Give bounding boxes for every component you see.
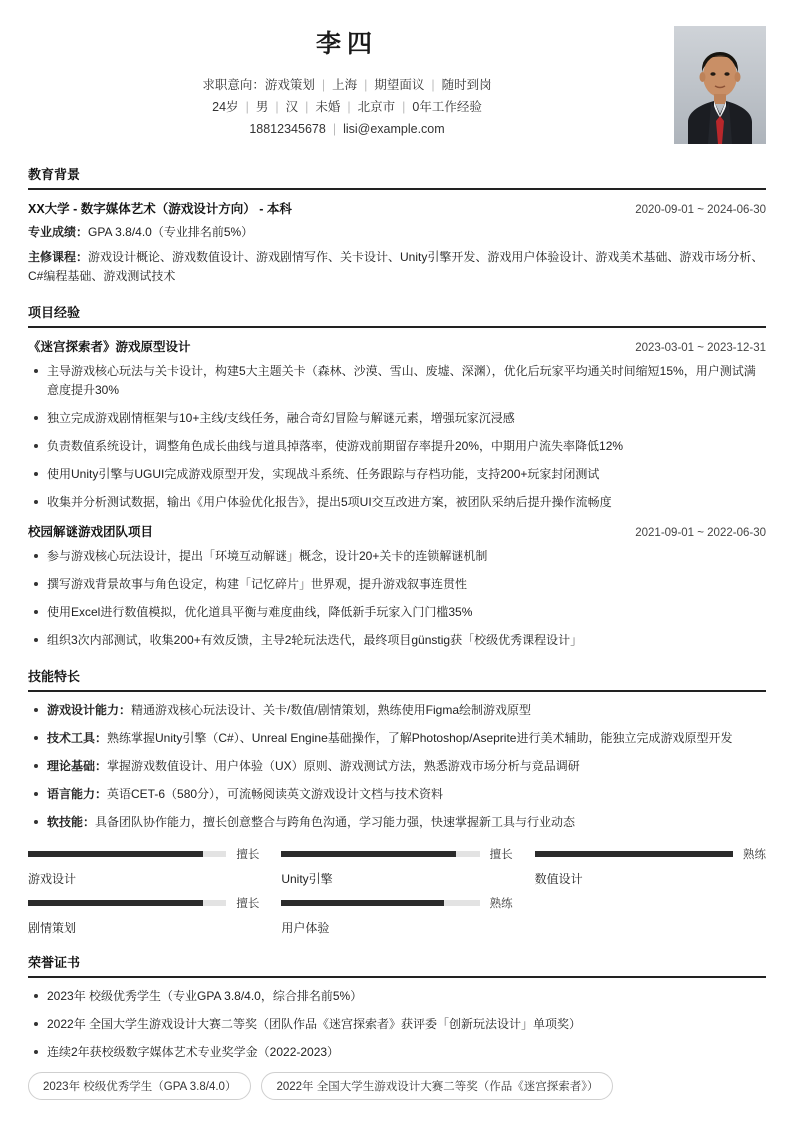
resume-header xyxy=(28,24,766,148)
meta-row-1 xyxy=(28,74,766,96)
meta-city: 上海 xyxy=(332,78,358,92)
list-item xyxy=(45,757,766,776)
list-item xyxy=(45,813,766,832)
skill-bar-label: 用户体验 xyxy=(281,921,330,935)
skill-bar-label: 数值设计 xyxy=(534,872,583,886)
project-header xyxy=(28,522,766,540)
section-divider xyxy=(28,326,766,328)
meta-email[interactable]: lisi@example.com xyxy=(343,122,445,136)
skill-bar-fill xyxy=(28,900,203,906)
skill-bar-spacer xyxy=(535,891,766,936)
education-courses-label: 主修课程： xyxy=(28,250,89,264)
skill-bar-item xyxy=(281,891,512,936)
skill-bar-level: 熟练 xyxy=(742,849,766,861)
project-bullets xyxy=(28,362,766,512)
meta-age: 24岁 xyxy=(212,100,239,114)
status-badge: 2022年 全国大学生游戏设计大赛二等奖（作品《迷宫探索者》） xyxy=(261,1072,613,1100)
section-skills xyxy=(28,666,766,936)
education-gpa xyxy=(28,223,766,242)
skill-bar-track xyxy=(281,900,479,906)
candidate-name: 李四 xyxy=(315,30,378,58)
section-divider xyxy=(28,976,766,978)
list-item: 负责数值系统设计，调整角色成长曲线与道具掉落率，使游戏前期留存率提升20%，中期用户流失率降低12% xyxy=(45,437,766,456)
skill-text: 具备团队协作能力，擅长创意整合与跨角色沟通，学习能力强，快速掌握新工具与行业动态 xyxy=(95,815,576,829)
skill-bar-level: 熟练 xyxy=(489,898,513,910)
meta-separator: | xyxy=(245,100,249,114)
meta-separator: | xyxy=(431,78,435,92)
meta-experience: 0年工作经验 xyxy=(412,100,482,114)
meta-separator: | xyxy=(275,100,279,114)
project-name: 《迷宫探索者》游戏原型设计 xyxy=(28,340,191,354)
section-title-honors: 荣誉证书 xyxy=(28,955,81,970)
skill-text: 英语CET-6（580分），可流畅阅读英文游戏设计文档与技术资料 xyxy=(107,787,444,801)
education-row xyxy=(28,199,766,217)
education-gpa-value: GPA 3.8/4.0（专业排名前5%） xyxy=(88,225,254,239)
meta-gender: 男 xyxy=(255,100,269,114)
list-item: 连续2年获校级数字媒体艺术专业奖学金（2022-2023） xyxy=(45,1043,766,1062)
skill-bar-level: 擅长 xyxy=(489,849,513,861)
skill-bar-row xyxy=(535,846,766,862)
project-item xyxy=(28,337,766,512)
section-education xyxy=(28,164,766,286)
list-item: 撰写游戏背景故事与角色设定，构建「记忆碎片」世界观，提升游戏叙事连贯性 xyxy=(45,575,766,594)
list-item: 参与游戏核心玩法设计，提出「环境互动解谜」概念，设计20+关卡的连锁解谜机制 xyxy=(45,547,766,566)
meta-separator: | xyxy=(305,100,309,114)
list-item: 收集并分析测试数据，输出《用户体验优化报告》，提出5项UI交互改进方案，被团队采纳后提升操作流畅度 xyxy=(45,493,766,512)
meta-separator: | xyxy=(402,100,406,114)
list-item xyxy=(45,785,766,804)
skill-bar-label: 剧情策划 xyxy=(28,921,77,935)
skill-bar-row xyxy=(28,846,259,862)
skill-label: 游戏设计能力： xyxy=(47,703,132,717)
skill-bar-fill xyxy=(535,851,733,857)
meta-intent: 求职意向：游戏策划 xyxy=(202,78,315,92)
education-gpa-label: 专业成绩： xyxy=(28,225,89,239)
meta-marital-status: 未婚 xyxy=(315,100,341,114)
section-title-education: 教育背景 xyxy=(28,167,81,182)
list-item: 使用Unity引擎与UGUI完成游戏原型开发，实现战斗系统、任务跟踪与存档功能，支持200+玩家封闭测试 xyxy=(45,465,766,484)
list-item: 使用Excel进行数值模拟，优化道具平衡与难度曲线，降低新手玩家入门门槛35% xyxy=(45,603,766,622)
meta-hometown: 北京市 xyxy=(357,100,396,114)
skill-label: 语言能力： xyxy=(47,787,108,801)
list-item: 组织3次内部测试，收集200+有效反馈，主导2轮玩法迭代，最终项目günstig获「校级优秀课程设计」 xyxy=(45,631,766,650)
meta-phone[interactable]: 18812345678 xyxy=(249,122,326,136)
skill-bar-level: 擅长 xyxy=(236,898,260,910)
status-badge: 2023年 校级优秀学生（GPA 3.8/4.0） xyxy=(28,1072,251,1100)
meta-row-2 xyxy=(28,96,766,118)
skill-label: 技术工具： xyxy=(47,731,108,745)
skill-bar-label: 游戏设计 xyxy=(28,872,77,886)
meta-ethnicity: 汉 xyxy=(285,100,299,114)
section-divider xyxy=(28,188,766,190)
meta-separator: | xyxy=(332,122,337,136)
skill-bar-fill xyxy=(281,851,456,857)
skills-bullets xyxy=(28,701,766,832)
skill-text: 熟练掌握Unity引擎（C#）、Unreal Engine基础操作，了解Photoshop/Aseprite进行美术辅助，能独立完成游戏原型开发 xyxy=(107,731,733,745)
skill-bar-item xyxy=(281,842,512,887)
list-item: 2023年 校级优秀学生（专业GPA 3.8/4.0，综合排名前5%） xyxy=(45,987,766,1006)
meta-row-3 xyxy=(28,118,766,140)
project-date: 2023-03-01 ~ 2023-12-31 xyxy=(635,342,766,354)
section-honors xyxy=(28,952,766,1100)
skill-bar-item xyxy=(28,842,259,887)
education-courses-value: 游戏设计概论、游戏数值设计、游戏剧情写作、关卡设计、Unity引擎开发、游戏用户体验设计、游戏美术基础、游戏市场分析、C#编程基础、游戏测试技术 xyxy=(28,250,764,283)
meta-salary: 期望面议 xyxy=(374,78,425,92)
honor-tags xyxy=(28,1072,766,1100)
section-projects xyxy=(28,302,766,650)
section-title-projects: 项目经验 xyxy=(28,305,81,320)
skill-bar-row xyxy=(281,846,512,862)
skill-bar-item xyxy=(535,842,766,887)
skill-bar-row xyxy=(281,895,512,911)
section-divider xyxy=(28,690,766,692)
list-item: 主导游戏核心玩法与关卡设计，构建5大主题关卡（森林、沙漠、雪山、废墟、深渊），优化后玩家平均通关时间缩短15%，用户测试满意度提升30% xyxy=(45,362,766,400)
project-name: 校园解谜游戏团队项目 xyxy=(28,525,154,539)
education-courses xyxy=(28,248,766,286)
project-date: 2021-09-01 ~ 2022-06-30 xyxy=(635,527,766,539)
skill-bar-fill xyxy=(281,900,444,906)
skill-bars xyxy=(28,842,766,936)
education-school: XX大学 - 数字媒体艺术（游戏设计方向） - 本科 xyxy=(28,202,292,216)
section-title-skills: 技能特长 xyxy=(28,669,81,684)
skill-bar-label: Unity引擎 xyxy=(281,872,333,886)
project-item xyxy=(28,522,766,650)
skill-bar-fill xyxy=(28,851,203,857)
avatar xyxy=(674,26,766,144)
skill-bar-level: 擅长 xyxy=(236,849,260,861)
skill-bar-track xyxy=(535,851,733,857)
skill-bar-track xyxy=(28,900,226,906)
list-item xyxy=(45,701,766,720)
meta-separator: | xyxy=(364,78,368,92)
honors-bullets xyxy=(28,987,766,1062)
skill-bar-track xyxy=(281,851,479,857)
list-item xyxy=(45,729,766,748)
skill-text: 掌握游戏数值设计、用户体验（UX）原则、游戏测试方法，熟悉游戏市场分析与竞品调研 xyxy=(107,759,580,773)
meta-availability: 随时到岗 xyxy=(441,78,492,92)
profile-photo-illustration xyxy=(674,26,766,144)
skill-bar-track xyxy=(28,851,226,857)
project-bullets xyxy=(28,547,766,650)
skill-label: 软技能： xyxy=(47,815,96,829)
project-header xyxy=(28,337,766,355)
skill-text: 精通游戏核心玩法设计、关卡/数值/剧情策划，熟练使用Figma绘制游戏原型 xyxy=(131,703,532,717)
skill-label: 理论基础： xyxy=(47,759,108,773)
education-date: 2020-09-01 ~ 2024-06-30 xyxy=(635,204,766,216)
skill-bar-row xyxy=(28,895,259,911)
list-item: 独立完成游戏剧情框架与10+主线/支线任务，融合奇幻冒险与解谜元素，增强玩家沉浸感 xyxy=(45,409,766,428)
meta-separator: | xyxy=(321,78,326,92)
skill-bar-item xyxy=(28,891,259,936)
list-item: 2022年 全国大学生游戏设计大赛二等奖（团队作品《迷宫探索者》获评委「创新玩法设计」单项奖） xyxy=(45,1015,766,1034)
meta-separator: | xyxy=(347,100,351,114)
